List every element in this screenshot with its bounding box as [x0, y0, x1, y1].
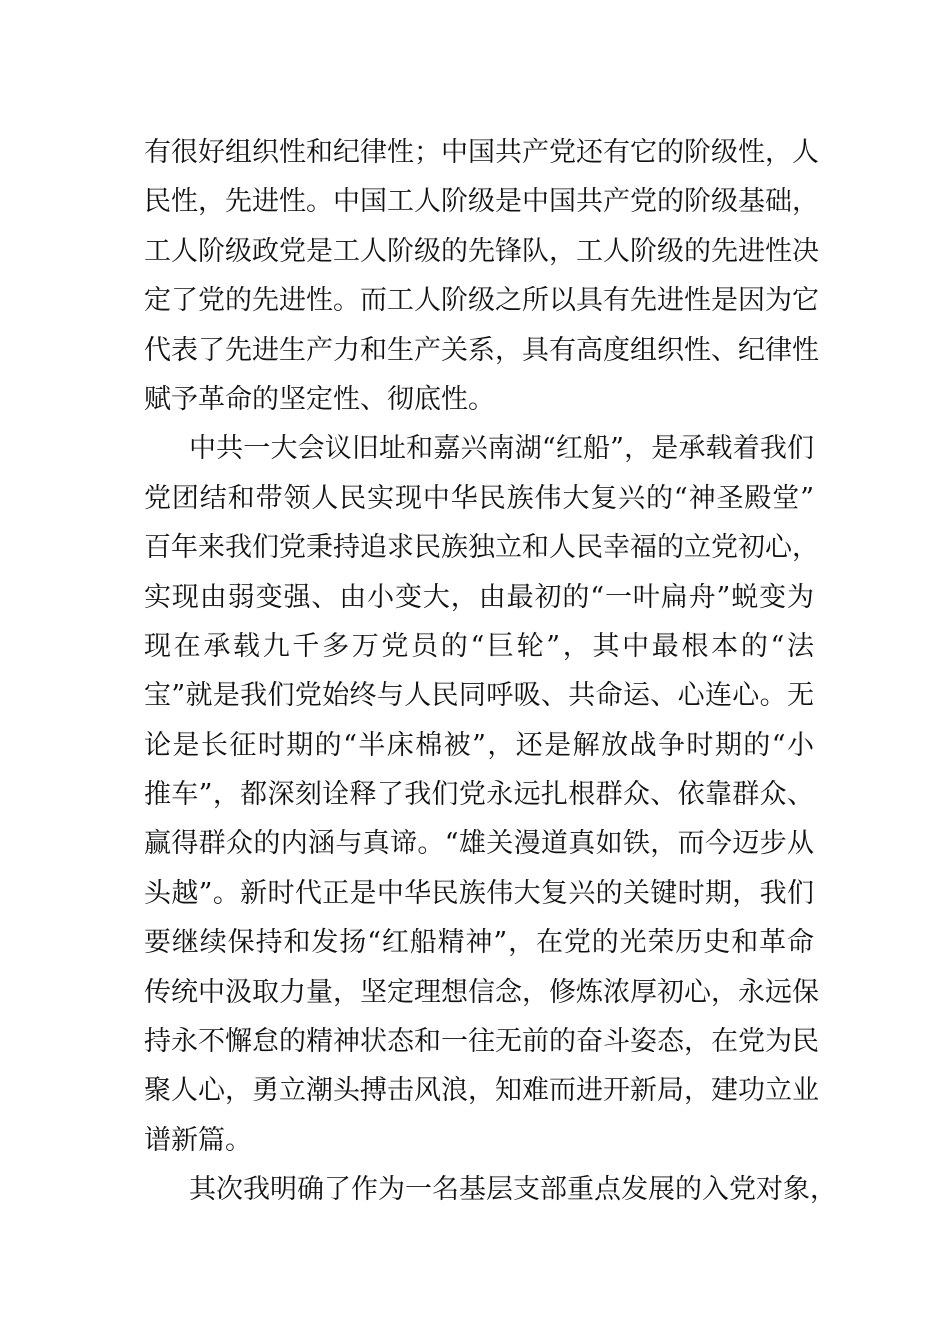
- text-line: 定了党的先进性。而工人阶级之所以具有先进性是因为它: [144, 285, 819, 317]
- paragraph: [144, 424, 819, 1165]
- text-line: 聚人心，勇立潮头搏击风浪，知难而进开新局，建功立业: [144, 1075, 819, 1107]
- text-line: 宝”就是我们党始终与人民同呼吸、共命运、心连心。无: [144, 680, 814, 712]
- text-line: 赋予革命的坚定性、彻底性。: [144, 383, 495, 415]
- text-line: 有很好组织性和纪律性；中国共产党还有它的阶级性，人: [144, 137, 819, 168]
- text-line: 代表了先进生产力和生产关系，具有高度组织性、纪律性: [144, 334, 819, 366]
- text-line: 传统中汲取力量，坚定理想信念，修炼浓厚初心，永远保: [144, 976, 819, 1008]
- paragraph: [144, 128, 819, 424]
- text-line: 推车”，都深刻诠释了我们党永远扎根群众、依靠群众、: [144, 779, 814, 811]
- text-line: 民性，先进性。中国工人阶级是中国共产党的阶级基础，: [144, 186, 819, 218]
- text-line: 百年来我们党秉持追求民族独立和人民幸福的立党初心，: [144, 532, 819, 564]
- text-line: 党团结和带领人民实现中华民族伟大复兴的“神圣殿堂”: [144, 482, 814, 514]
- paragraph: [144, 1165, 837, 1214]
- text-line: 论是长征时期的“半床棉被”，还是解放战争时期的“小: [144, 729, 814, 761]
- text-line: 谱新篇。: [144, 1124, 252, 1156]
- text-line: 工人阶级政党是工人阶级的先锋队，工人阶级的先进性决: [144, 235, 819, 267]
- document-body: [144, 128, 837, 1215]
- text-line: 头越”。新时代正是中华民族伟大复兴的关键时期，我们: [144, 877, 814, 909]
- text-line: 实现由弱变强、由小变大，由最初的“一叶扁舟”蜕变为: [144, 581, 814, 613]
- text-line: 其次我明确了作为一名基层支部重点发展的入党对象，: [189, 1174, 837, 1206]
- text-line: 中共一大会议旧址和嘉兴南湖“红船”，是承载着我们: [189, 433, 814, 465]
- text-line: 现在承载九千多万党员的“巨轮”，其中最根本的“法: [144, 630, 814, 662]
- text-line: 赢得群众的内涵与真谛。“雄关漫道真如铁，而今迈步从: [144, 828, 814, 860]
- text-line: 要继续保持和发扬“红船精神”，在党的光荣历史和革命: [144, 927, 814, 959]
- text-line: 持永不懈怠的精神状态和一往无前的奋斗姿态，在党为民: [144, 1026, 819, 1058]
